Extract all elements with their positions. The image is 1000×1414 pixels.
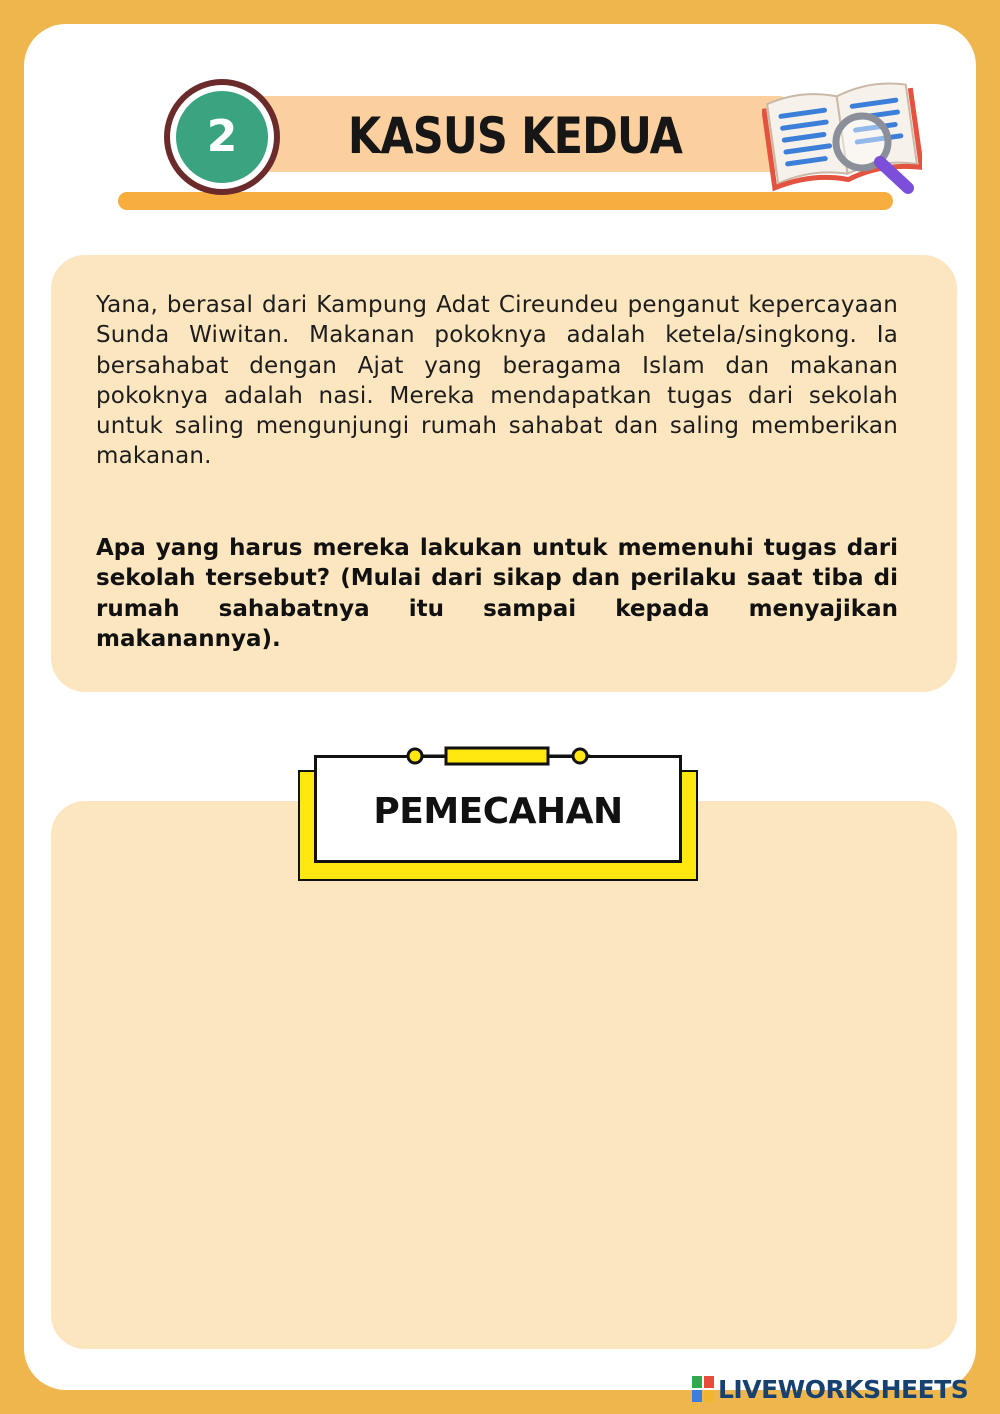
solution-label: PEMECAHAN <box>373 791 623 832</box>
liveworksheets-brand <box>692 1374 968 1404</box>
title-underline <box>118 192 893 210</box>
brand-name: LIVEWORKSHEETS <box>718 1374 969 1404</box>
case-question: Apa yang harus mereka lakukan untuk memenuhi tugas dari sekolah tersebut? (Mulai dari sikap dan perilaku saat tiba di rumah sahabatnya itu sampai kepada menyajikan makanannya). <box>96 535 898 652</box>
case-description: Yana, berasal dari Kampung Adat Cireundeu penganut kepercayaan Sunda Wiwitan. Makanan pokoknya adalah ketela/singkong. Ia bersahabat dengan Ajat yang beragama Islam dan makanan pokoknya adalah nasi. Mereka mendapatkan tugas dari sekolah untuk saling mengunjungi rumah sahabat dan saling memberikan makanan. <box>96 292 898 470</box>
case-number: 2 <box>176 91 268 183</box>
liveworksheets-logo-icon <box>692 1376 714 1402</box>
case-number-badge <box>164 79 280 195</box>
page-title: KASUS KEDUA <box>347 107 683 165</box>
open-book-magnifier-icon <box>762 74 922 194</box>
answer-area[interactable] <box>51 801 957 1349</box>
